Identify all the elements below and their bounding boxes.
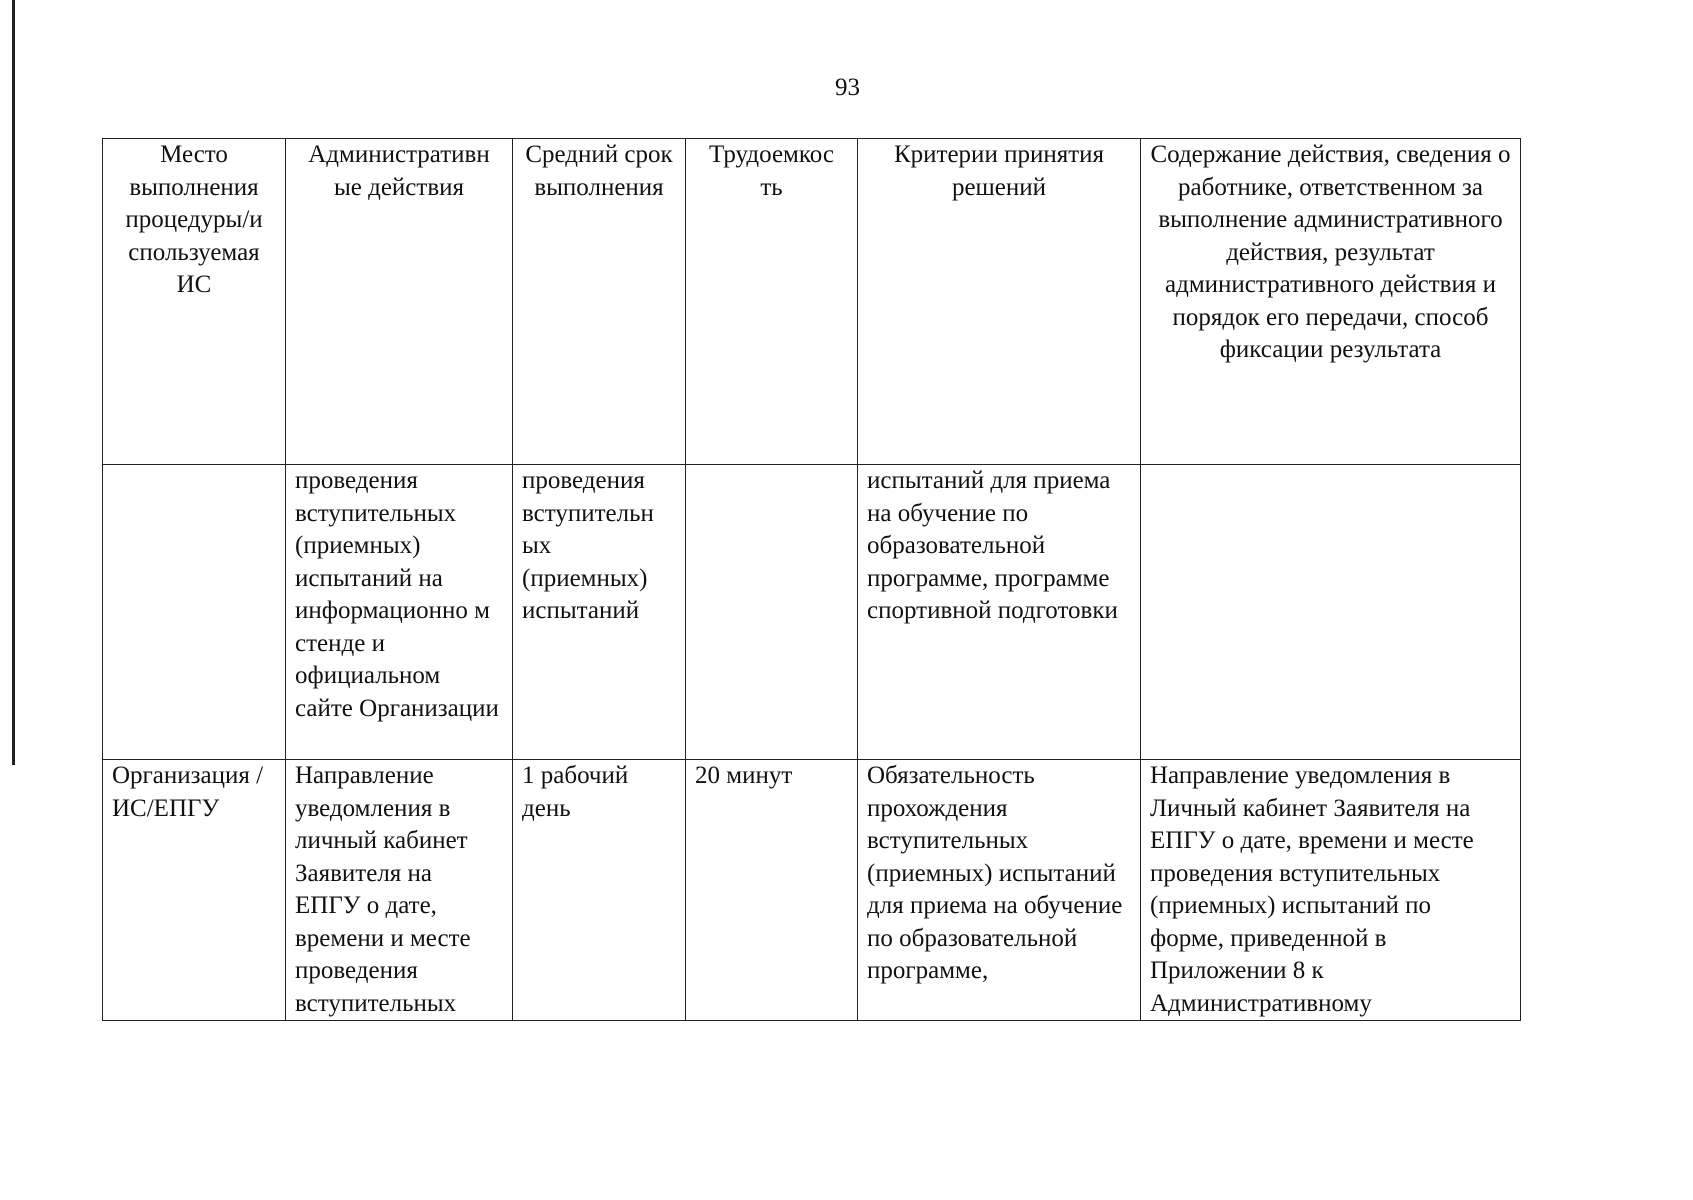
cell-action: Направление уведомления в личный кабинет Заявителя на ЕПГУ о дате, времени и месте проведения вступительных	[286, 760, 513, 1021]
header-content: Содержание действия, сведения о работнике, ответственном за выполнение административного действия, результат административного действия и порядок его передачи, способ фиксации результата	[1141, 139, 1521, 465]
header-actions: Административн ые действия	[286, 139, 513, 465]
cell-criteria: Обязательность прохождения вступительных (приемных) испытаний для приема на обучение по образовательной программе,	[858, 760, 1141, 1021]
table-header-row	[103, 139, 1521, 465]
cell-action: проведения вступительных (приемных) испытаний на информационно м стенде и официальном сайте Организации	[286, 465, 513, 760]
table-row	[103, 760, 1521, 1021]
cell-content: Направление уведомления в Личный кабинет Заявителя на ЕПГУ о дате, времени и месте проведения вступительных (приемных) испытаний по форме, приведенной в Приложении 8 к Административному	[1141, 760, 1521, 1021]
cell-place: Организация /ИС/ЕПГУ	[103, 760, 286, 1021]
page-number: 93	[835, 74, 860, 101]
table-row	[103, 465, 1521, 760]
cell-content	[1141, 465, 1521, 760]
procedure-table	[102, 138, 1521, 1021]
cell-place	[103, 465, 286, 760]
cell-criteria: испытаний для приема на обучение по образовательной программе, программе спортивной подготовки	[858, 465, 1141, 760]
cell-labor	[686, 465, 858, 760]
header-labor: Трудоемкос ть	[686, 139, 858, 465]
header-term: Средний срок выполнения	[513, 139, 686, 465]
cell-term: 1 рабочий день	[513, 760, 686, 1021]
cell-term: проведения вступительн ых (приемных) испытаний	[513, 465, 686, 760]
header-place: Место выполнения процедуры/и спользуемая ИС	[103, 139, 286, 465]
page-scan-edge	[12, 0, 15, 765]
header-criteria: Критерии принятия решений	[858, 139, 1141, 465]
cell-labor: 20 минут	[686, 760, 858, 1021]
